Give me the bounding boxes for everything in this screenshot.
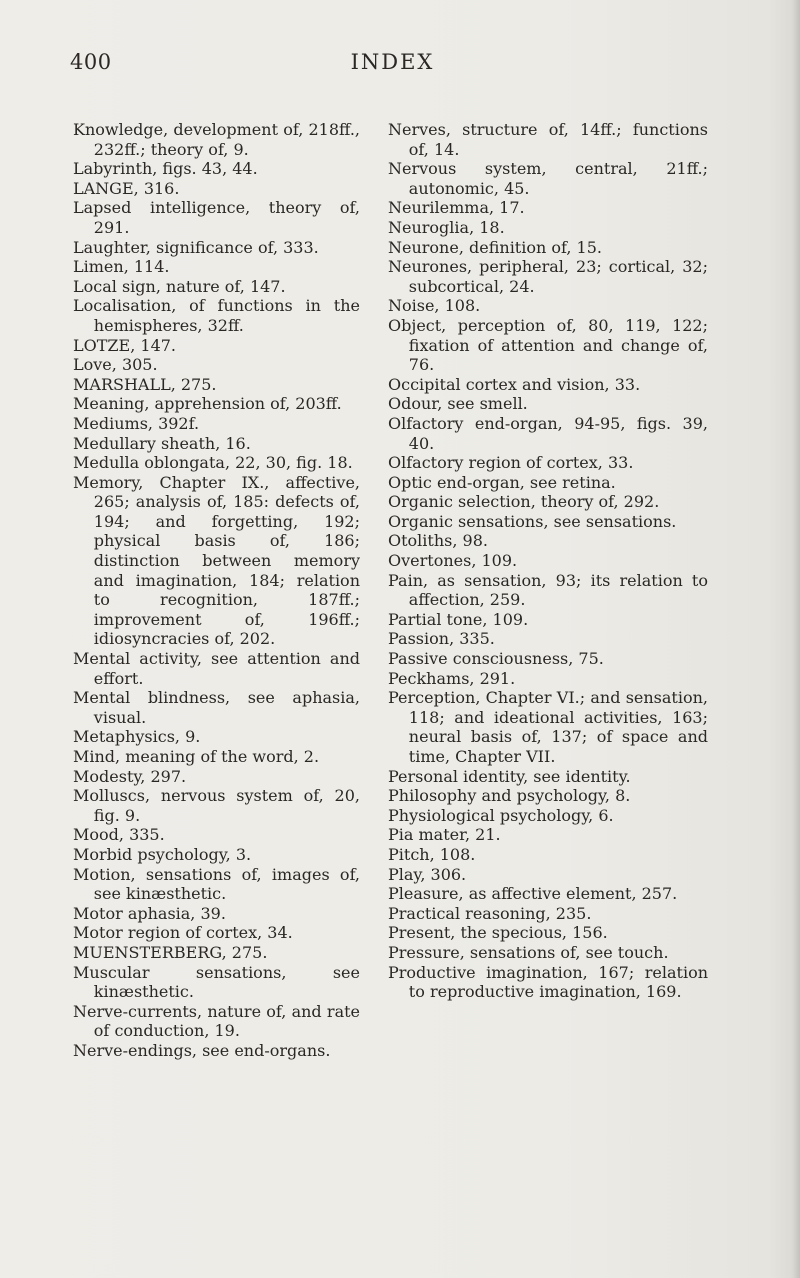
running-head: INDEX bbox=[350, 50, 435, 74]
index-entry: Noise, 108. bbox=[388, 296, 481, 316]
index-entry: Neuroglia, 18. bbox=[388, 217, 505, 237]
page-edge-shadow bbox=[792, 0, 800, 1278]
index-entry: Memory, Chapter IX., affective, 265; analysis of, 185: defects of, 194; and forgetting, 192; physical basis of, 186; distinction between memory and imagination, 184; relation to recognition, 187ff.; improvement of, 196ff.; idiosyncracies of, 202. bbox=[73, 472, 360, 649]
index-entry: Motor region of cortex, 34. bbox=[73, 923, 293, 943]
index-entry: Muscular sensations, see kinæsthetic. bbox=[73, 962, 360, 1002]
index-entry: Meaning, apprehension of, 203ff. bbox=[73, 394, 342, 414]
index-entry: Neurones, peripheral, 23; cortical, 32; subcortical, 24. bbox=[388, 257, 708, 296]
index-entry: Knowledge, development of, 218ff., 232ff.; theory of, 9. bbox=[73, 120, 360, 159]
index-entry: Organic sensations, see sensations. bbox=[388, 511, 677, 531]
index-entry: Partial tone, 109. bbox=[388, 609, 529, 629]
index-entry: Lapsed intelligence, theory of, 291. bbox=[73, 198, 360, 237]
index-entry: Overtones, 109. bbox=[388, 551, 518, 571]
index-entry: Otoliths, 98. bbox=[388, 531, 488, 551]
index-entry: Nervous system, central, 21ff.; autonomic, 45. bbox=[388, 159, 708, 198]
index-entry: Neurone, definition of, 15. bbox=[388, 237, 602, 257]
index-entry: LOTZE, 147. bbox=[73, 335, 177, 355]
index-entry: Present, the specious, 156. bbox=[388, 923, 608, 943]
index-entry: Optic end-organ, see retina. bbox=[388, 472, 616, 492]
index-entry: Mental activity, see attention and effort. bbox=[73, 649, 360, 688]
index-entry: Mind, meaning of the word, 2. bbox=[73, 747, 320, 766]
index-entry: Modesty, 297. bbox=[73, 766, 187, 786]
index-entry: Nerve-currents, nature of, and rate of conduction, 19. bbox=[73, 1001, 360, 1041]
index-entry: LANGE, 316. bbox=[73, 178, 180, 198]
index-entry: Pleasure, as affective element, 257. bbox=[388, 884, 678, 904]
index-entry: Nerves, structure of, 14ff.; functions of, 14. bbox=[388, 120, 708, 159]
index-entry: Medullary sheath, 16. bbox=[73, 433, 251, 453]
index-entry: Limen, 114. bbox=[73, 257, 170, 277]
index-entry: Productive imagination, 167; relation to reproductive imagination, 169. bbox=[388, 962, 708, 1002]
index-entry: Odour, see smell. bbox=[388, 394, 528, 414]
index-entry: Practical reasoning, 235. bbox=[388, 903, 592, 923]
index-entry: Motion, sensations of, images of, see kinæsthetic. bbox=[73, 864, 360, 904]
index-entry: MUENSTERBERG, 275. bbox=[73, 942, 268, 962]
index-column-right bbox=[388, 120, 708, 1002]
index-entry: Organic selection, theory of, 292. bbox=[388, 492, 660, 512]
index-entry: Mental blindness, see aphasia, visual. bbox=[73, 688, 360, 727]
index-entry: Labyrinth, figs. 43, 44. bbox=[73, 159, 258, 179]
index-entry: Motor aphasia, 39. bbox=[73, 903, 226, 923]
index-entry: Occipital cortex and vision, 33. bbox=[388, 374, 641, 394]
index-entry: Pressure, sensations of, see touch. bbox=[388, 942, 669, 962]
index-entry: Nerve-endings, see end-organs. bbox=[73, 1040, 331, 1060]
index-column-left bbox=[73, 120, 360, 1061]
index-entry: Physiological psychology, 6. bbox=[388, 805, 614, 825]
index-entry: Personal identity, see identity. bbox=[388, 766, 631, 786]
page-header bbox=[70, 50, 715, 80]
index-entry: Mediums, 392f. bbox=[73, 413, 200, 433]
index-entry: Molluscs, nervous system of, 20, fig. 9. bbox=[73, 786, 360, 825]
index-entry: Neurilemma, 17. bbox=[388, 198, 525, 218]
index-entry: Morbid psychology, 3. bbox=[73, 844, 252, 864]
index-entry: Object, perception of, 80, 119, 122; fixation of attention and change of, 76. bbox=[388, 315, 708, 375]
index-entry: Pain, as sensation, 93; its relation to affection, 259. bbox=[388, 570, 708, 610]
index-entry: Passion, 335. bbox=[388, 629, 495, 649]
index-entry: Peckhams, 291. bbox=[388, 668, 516, 688]
index-entry: Laughter, significance of, 333. bbox=[73, 237, 319, 257]
index-entry: Perception, Chapter VI.; and sensation, 118; and ideational activities, 163; neural basis of, 137; of space and time, Chapter VII. bbox=[388, 688, 708, 766]
page-number: 400 bbox=[70, 50, 112, 74]
index-entry: Pitch, 108. bbox=[388, 844, 476, 864]
index-entry: MARSHALL, 275. bbox=[73, 374, 217, 394]
index-entry: Local sign, nature of, 147. bbox=[73, 276, 286, 296]
index-entry: Passive consciousness, 75. bbox=[388, 649, 604, 669]
index-entry: Localisation, of functions in the hemispheres, 32ff. bbox=[73, 296, 360, 335]
index-entry: Metaphysics, 9. bbox=[73, 727, 201, 747]
index-entry: Philosophy and psychology, 8. bbox=[388, 786, 631, 806]
index-entry: Olfactory region of cortex, 33. bbox=[388, 453, 634, 473]
index-entry: Mood, 335. bbox=[73, 825, 165, 845]
index-entry: Play, 306. bbox=[388, 864, 467, 884]
index-entry: Olfactory end-organ, 94-95, figs. 39, 40. bbox=[388, 413, 708, 453]
index-entry: Pia mater, 21. bbox=[388, 825, 501, 845]
index-entry: Love, 305. bbox=[73, 355, 158, 375]
index-entry: Medulla oblongata, 22, 30, fig. 18. bbox=[73, 453, 353, 473]
